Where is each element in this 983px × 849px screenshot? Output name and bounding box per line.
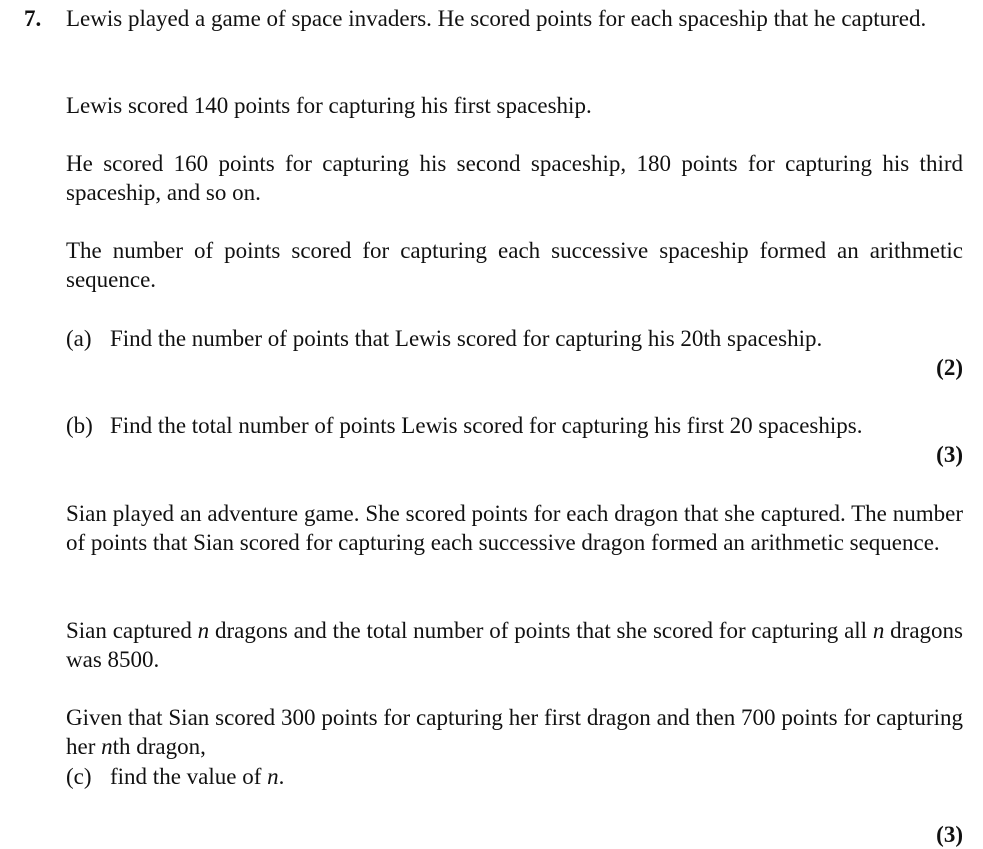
part-b-text: Find the total number of points Lewis scored for capturing his first 20 spaceships. xyxy=(110,413,863,438)
first-spaceship-paragraph: Lewis scored 140 points for capturing his first spaceship. xyxy=(66,93,592,118)
sian-given-paragraph: Given that Sian scored 300 points for capturing her first dragon and then 700 points for capturing her nth dragon, xyxy=(66,705,963,759)
sian-intro-paragraph: Sian played an adventure game. She scored points for each dragon that she captured. The number of points that Sian scored for capturing each successive dragon formed an arithmetic sequence. xyxy=(66,501,963,555)
part-b-label: (b) xyxy=(66,413,93,438)
part-b-marks: (3) xyxy=(936,442,963,467)
part-c-label: (c) xyxy=(66,764,92,789)
part-a xyxy=(66,324,963,353)
intro-paragraph: Lewis played a game of space invaders. He scored points for each spaceship that he captured. xyxy=(66,6,927,31)
sequence-paragraph: He scored 160 points for capturing his second spaceship, 180 points for capturing his third spaceship, and so on. xyxy=(66,151,963,205)
part-c: (c) find the value of n. xyxy=(66,764,285,789)
question-number: 7. xyxy=(24,6,42,31)
part-b xyxy=(66,411,963,440)
part-a-marks: (2) xyxy=(936,355,963,380)
part-a-text: Find the number of points that Lewis scored for capturing his 20th spaceship. xyxy=(110,326,823,351)
sian-total-paragraph: Sian captured n dragons and the total number of points that she scored for capturing all n dragons was 8500. xyxy=(66,618,963,672)
part-a-label: (a) xyxy=(66,326,92,351)
part-c-marks: (3) xyxy=(936,822,963,847)
arithmetic-paragraph: The number of points scored for capturing each successive spaceship formed an arithmetic sequence. xyxy=(66,238,963,292)
